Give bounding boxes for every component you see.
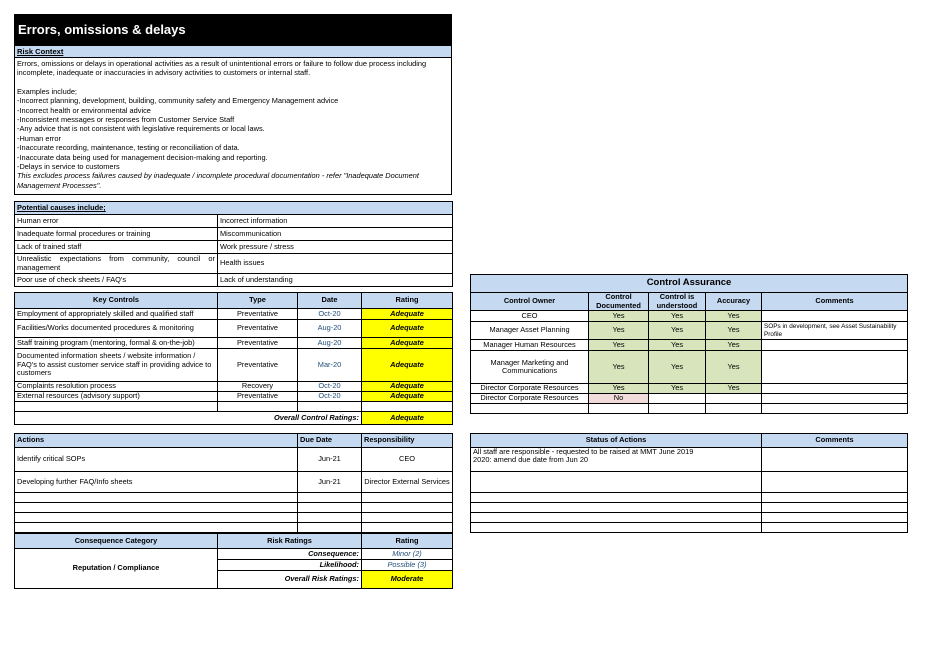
control-type: Preventative	[218, 309, 298, 320]
documented-value: Yes	[589, 384, 649, 394]
control-rating: Adequate	[362, 309, 453, 320]
example-item: -Inaccurate data being used for management decision-making and reporting.	[17, 152, 268, 162]
likelihood-label: Likelihood:	[218, 560, 362, 571]
documented-value: No	[589, 394, 649, 404]
control-name: External resources (advisory support)	[15, 392, 218, 402]
action-due-date: Jun-21	[298, 472, 362, 493]
documented-value: Yes	[589, 311, 649, 322]
understood-value: Yes	[649, 311, 706, 322]
potential-causes-heading: Potential causes include;	[15, 202, 453, 215]
action-item: Identify critical SOPs	[15, 448, 298, 472]
understood-value: Yes	[649, 351, 706, 384]
accuracy-header: Accuracy	[706, 293, 762, 311]
control-owner: CEO	[471, 311, 589, 322]
consequence-table	[14, 533, 453, 589]
likelihood-value: Possible (3)	[362, 560, 453, 571]
action-due-date: Jun-21	[298, 448, 362, 472]
control-name: Complaints resolution process	[15, 382, 218, 392]
cause-cell: Lack of understanding	[218, 274, 453, 287]
action-responsibility: CEO	[362, 448, 453, 472]
control-name: Facilities/Works documented procedures & monitoring	[15, 320, 218, 338]
overall-control-label: Overall Control Ratings:	[15, 412, 362, 425]
responsibility-header: Responsibility	[362, 434, 453, 448]
control-date: Oct-20	[298, 309, 362, 320]
control-date: Aug-20	[298, 320, 362, 338]
control-type: Recovery	[218, 382, 298, 392]
example-item: -Any advice that is not consistent with legislative requirements or local laws.	[17, 124, 265, 134]
consequence-value: Minor (2)	[362, 549, 453, 560]
cause-cell: Work pressure / stress	[218, 241, 453, 254]
consequence-label: Consequence:	[218, 549, 362, 560]
consequence-category-header: Consequence Category	[15, 534, 218, 549]
assurance-comment	[762, 311, 908, 322]
status-text: All staff are responsible - requested to be raised at MMT June 2019 2020: amend due date from Jun 20	[471, 448, 762, 472]
consequence-category: Reputation / Compliance	[15, 549, 218, 589]
risk-context-section	[14, 45, 452, 195]
control-type: Preventative	[218, 392, 298, 402]
cause-cell: Health issues	[218, 254, 453, 274]
control-rating: Adequate	[362, 338, 453, 349]
action-item: Developing further FAQ/Info sheets	[15, 472, 298, 493]
cause-cell: Human error	[15, 215, 218, 228]
control-owner: Director Corporate Resources	[471, 394, 589, 404]
status-comments-header: Comments	[762, 434, 908, 448]
example-item: -Delays in service to customers	[17, 162, 120, 172]
cause-cell: Inadequate formal procedures or training	[15, 228, 218, 241]
control-date: Oct-20	[298, 392, 362, 402]
understood-value: Yes	[649, 340, 706, 351]
overall-risk-label: Overall Risk Ratings:	[218, 571, 362, 589]
comments-header: Comments	[762, 293, 908, 311]
cause-cell: Unrealistic expectations from community, council or management	[15, 254, 218, 274]
key-controls-header: Key Controls	[15, 293, 218, 309]
cause-cell: Poor use of check sheets / FAQ's	[15, 274, 218, 287]
page-title: Errors, omissions & delays	[14, 14, 452, 45]
rating-header: Rating	[362, 293, 453, 309]
accuracy-value: Yes	[706, 384, 762, 394]
example-item: -Inaccurate recording, maintenance, testing or reconciliation of data.	[17, 143, 240, 153]
key-controls-table	[14, 292, 453, 425]
control-rating: Adequate	[362, 349, 453, 382]
due-date-header: Due Date	[298, 434, 362, 448]
assurance-comment	[762, 384, 908, 394]
control-date: Mar-20	[298, 349, 362, 382]
example-item: -Inconsistent messages or responses from Customer Service Staff	[17, 115, 235, 125]
date-header: Date	[298, 293, 362, 309]
example-item: -Incorrect health or environmental advice	[17, 105, 151, 115]
control-owner: Manager Marketing and Communications	[471, 351, 589, 384]
status-header: Status of Actions	[471, 434, 762, 448]
control-rating: Adequate	[362, 382, 453, 392]
documented-value: Yes	[589, 340, 649, 351]
control-owner: Manager Human Resources	[471, 340, 589, 351]
understood-header: Control is understood	[649, 293, 706, 311]
owner-header: Control Owner	[471, 293, 589, 311]
cause-cell: Lack of trained staff	[15, 241, 218, 254]
assurance-comment: SOPs in development, see Asset Sustainability Profile	[762, 322, 908, 340]
control-date: Aug-20	[298, 338, 362, 349]
accuracy-value: Yes	[706, 340, 762, 351]
risk-context-description: Errors, omissions or delays in operational activities as a result of unintentional errors or failure to follow due process including incomplete, inadequate or inaccuracies in advisory activities to customers or internal staff.	[17, 59, 427, 78]
control-owner: Manager Asset Planning	[471, 322, 589, 340]
control-name: Staff training program (mentoring, formal & on-the-job)	[15, 338, 218, 349]
assurance-comment	[762, 394, 908, 404]
control-type: Preventative	[218, 349, 298, 382]
actions-table	[14, 433, 453, 533]
assurance-comment	[762, 340, 908, 351]
overall-risk-rating: Moderate	[362, 571, 453, 589]
control-assurance-title: Control Assurance	[471, 275, 908, 293]
documented-header: Control Documented	[589, 293, 649, 311]
control-owner: Director Corporate Resources	[471, 384, 589, 394]
accuracy-value: Yes	[706, 351, 762, 384]
control-rating: Adequate	[362, 320, 453, 338]
control-type: Preventative	[218, 338, 298, 349]
control-rating: Adequate	[362, 392, 453, 402]
status-comment	[762, 448, 908, 472]
control-name: Employment of appropriately skilled and qualified staff	[15, 309, 218, 320]
control-assurance-table	[470, 274, 908, 414]
type-header: Type	[218, 293, 298, 309]
cause-cell: Miscommunication	[218, 228, 453, 241]
actions-header: Actions	[15, 434, 298, 448]
control-type: Preventative	[218, 320, 298, 338]
exclusion-note: This excludes process failures caused by inadequate / incomplete procedural documentation - refer "Inadequate Document Management Processes".	[17, 171, 419, 190]
control-name: Documented information sheets / website information / FAQ's to assist customer service staff in providing advice to customers	[15, 349, 218, 382]
understood-value: Yes	[649, 384, 706, 394]
understood-value	[649, 394, 706, 404]
risk-ratings-header: Risk Ratings	[218, 534, 362, 549]
accuracy-value: Yes	[706, 311, 762, 322]
risk-rating-header: Rating	[362, 534, 453, 549]
examples-heading: Examples include;	[17, 86, 77, 96]
status-of-actions-table	[470, 433, 908, 533]
assurance-comment	[762, 351, 908, 384]
risk-context-heading: Risk Context	[15, 46, 451, 58]
control-date: Oct-20	[298, 382, 362, 392]
overall-control-rating: Adequate	[362, 412, 453, 425]
action-responsibility: Director External Services	[362, 472, 453, 493]
potential-causes-table	[14, 201, 453, 287]
understood-value: Yes	[649, 322, 706, 340]
example-item: -Human error	[17, 133, 61, 143]
cause-cell: Incorrect information	[218, 215, 453, 228]
example-item: -Incorrect planning, development, building, community safety and Emergency Management advice	[17, 96, 339, 106]
accuracy-value: Yes	[706, 322, 762, 340]
documented-value: Yes	[589, 322, 649, 340]
accuracy-value	[706, 394, 762, 404]
documented-value: Yes	[589, 351, 649, 384]
